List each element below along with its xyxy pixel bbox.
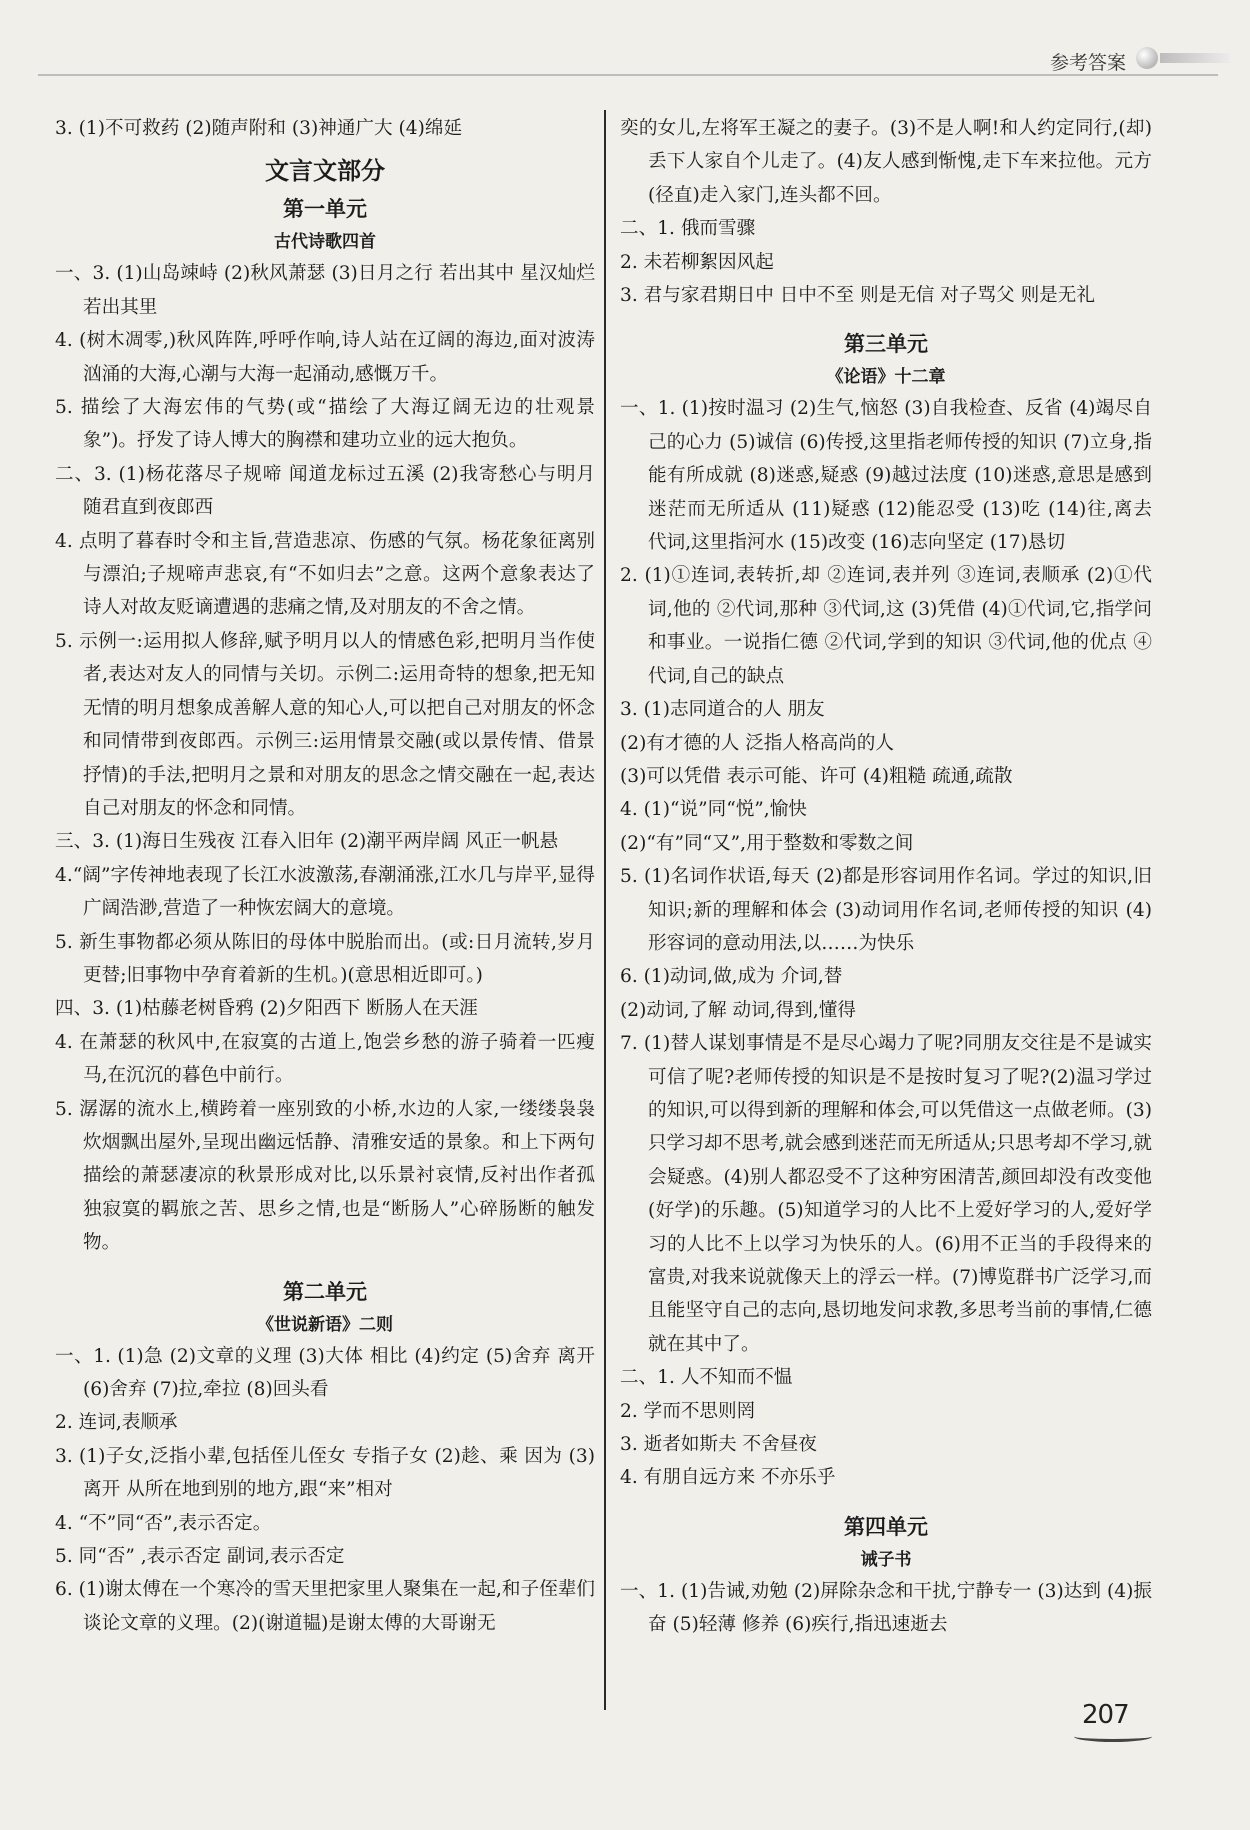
left-answer-paragraph: 一、1. (1)急 (2)文章的义理 (3)大体 相比 (4)约定 (5)舍弃 离开 (6)舍弃 (7)拉,牵拉 (8)回头看 <box>55 1345 595 1400</box>
left-unit-heading: 第二单元 <box>283 1278 367 1304</box>
right-answer-paragraph: 3. 逝者如斯夫 不舍昼夜 <box>620 1434 817 1456</box>
right-answer-paragraph: (2)有才德的人 泛指人格高尚的人 <box>620 732 894 754</box>
right-column <box>620 112 1152 1642</box>
left-answer-paragraph: 5. 示例一:运用拟人修辞,赋予明月以人的情感色彩,把明月当作使者,表达对友人的同情与关切。示例二:运用奇特的想象,把无知无情的明月想象成善解人意的知心人,可以把自己对朋友的怀念和同情带到夜郎西。示例三:运用情景交融(或以景传情、借景抒情)的手法,把明月之景和对朋友的思念之情交融在一起,表达自己对朋友的怀念和同情。 <box>55 630 595 819</box>
left-answer-paragraph: 一、3. (1)山岛竦峙 (2)秋风萧瑟 (3)日月之行 若出其中 星汉灿烂 若出其里 <box>55 263 595 318</box>
right-answer-paragraph: 一、1. (1)告诫,劝勉 (2)屏除杂念和干扰,宁静专一 (3)达到 (4)振奋 (5)轻薄 修养 (6)疾行,指迅速逝去 <box>620 1580 1152 1636</box>
right-lesson-heading: 《论语》十二章 <box>826 367 946 388</box>
header-label: 参考答案 <box>1050 52 1127 74</box>
header-circle-icon <box>1136 47 1158 69</box>
left-column <box>55 112 595 1640</box>
left-lesson-heading: 古代诗歌四首 <box>274 232 376 253</box>
page-number: 207 <box>1082 1700 1129 1730</box>
right-answer-paragraph: (2)动词,了解 动词,得到,懂得 <box>620 999 856 1021</box>
page-number-swoosh <box>1074 1731 1152 1742</box>
right-answer-paragraph: (2)“有”同“又”,用于整数和零数之间 <box>620 832 914 854</box>
right-lesson-heading: 诫子书 <box>860 1549 912 1570</box>
left-answer-paragraph: 三、3. (1)海日生残夜 江春入旧年 (2)潮平两岸阔 风正一帆悬 <box>55 831 559 853</box>
left-part-heading: 文言文部分 <box>265 157 385 186</box>
section-spacer <box>620 1495 1152 1509</box>
right-unit-heading: 第四单元 <box>844 1513 928 1539</box>
left-answer-paragraph: 2. 连词,表顺承 <box>55 1412 178 1434</box>
left-unit-heading: 第一单元 <box>283 196 367 222</box>
left-answer-paragraph: 4. (树木凋零,)秋风阵阵,呼呼作响,诗人站在辽阔的海边,面对波涛汹涌的大海,心潮与大海一起涌动,感慨万千。 <box>55 330 595 385</box>
right-answer-paragraph: 二、1. 俄而雪骤 <box>620 218 756 240</box>
header-decorative-bar <box>1160 53 1230 63</box>
right-answer-paragraph: 二、1. 人不知而不愠 <box>620 1367 793 1389</box>
right-answer-paragraph: 2. 未若柳絮因风起 <box>620 251 774 273</box>
right-answer-paragraph: 5. (1)名词作状语,每天 (2)都是形容词用作名词。学过的知识,旧知识;新的理解和体会 (3)动词用作名词,老师传授的知识 (4)形容词的意动用法,以……为快乐 <box>620 866 1152 954</box>
right-answer-paragraph: 6. (1)动词,做,成为 介词,替 <box>620 966 843 988</box>
left-answer-paragraph: 5. 新生事物都必须从陈旧的母体中脱胎而出。(或:日月流转,岁月更替;旧事物中孕育着新的生机。)(意思相近即可。) <box>55 931 595 986</box>
left-answer-paragraph: 四、3. (1)枯藤老树昏鸦 (2)夕阳西下 断肠人在天涯 <box>55 998 478 1020</box>
right-answer-paragraph: 3. (1)志同道合的人 朋友 <box>620 699 825 721</box>
left-answer-paragraph: 4. 在萧瑟的秋风中,在寂寞的古道上,饱尝乡愁的游子骑着一匹瘦马,在沉沉的暮色中前行。 <box>55 1031 595 1087</box>
page-header <box>0 0 1250 80</box>
right-answer-paragraph: 2. (1)①连词,表转折,却 ②连词,表并列 ③连词,表顺承 (2)①代词,他的 ②代词,那种 ③代词,这 (3)凭借 (4)①代词,它,指学问和事业。一说指仁德 ②代词,学到的知识 ③代词,他的优点 ④代词,自己的缺点 <box>620 565 1152 687</box>
header-rule <box>38 74 1218 76</box>
left-answer-paragraph: 3. (1)子女,泛指小辈,包括侄儿侄女 专指子女 (2)趁、乘 因为 (3)离开 从所在地到别的地方,跟“来”相对 <box>55 1445 595 1501</box>
right-answer-paragraph: 7. (1)替人谋划事情是不是尽心竭力了呢?同朋友交往是不是诚实可信了呢?老师传授的知识是不是按时复习了呢?(2)温习学过的知识,可以得到新的理解和体会,可以凭借这一点做老师。(3)只学习却不思考,就会感到迷茫而无所适从;只思考却不学习,就会疑惑。(4)别人都忍受不了这种穷困清苦,颜回却没有改变他(好学)的乐趣。(5)知道学习的人比不上爱好学习的人,爱好学习的人比不上以学习为快乐的人。(6)用不正当的手段得来的富贵,对我来说就像天上的浮云一样。(7)博览群书广泛学习,而且能坚守自己的志向,恳切地发问求教,多思考当前的事情,仁德就在其中了。 <box>620 1033 1152 1355</box>
section-spacer <box>55 1260 595 1274</box>
section-spacer <box>620 312 1152 326</box>
left-answer-paragraph: 5. 同“否” ,表示否定 副词,表示否定 <box>55 1546 345 1568</box>
right-answer-paragraph: 3. 君与家君期日中 日中不至 则是无信 对子骂父 则是无礼 <box>620 285 1095 307</box>
right-unit-heading: 第三单元 <box>844 331 928 357</box>
left-answer-paragraph: 6. (1)谢太傅在一个寒冷的雪天里把家里人聚集在一起,和子侄辈们谈论文章的义理。(2)(谢道韫)是谢太傅的大哥谢无 <box>55 1579 595 1634</box>
right-answer-paragraph: 一、1. (1)按时温习 (2)生气,恼怒 (3)自我检查、反省 (4)竭尽自己的心力 (5)诚信 (6)传授,这里指老师传授的知识 (7)立身,指能有所成就 (8)迷惑,疑惑 (9)越过法度 (10)迷惑,意思是感到迷茫而无所适从 (11)疑惑 (12)能忍受 (13)吃 (14)往,离去 代词,这里指河水 (15)改变 (16)志向坚定 (17)恳切 <box>620 398 1152 554</box>
left-answer-paragraph: 4.“阔”字传神地表现了长江水波激荡,春潮涌涨,江水几与岸平,显得广阔浩渺,营造了一种恢宏阔大的意境。 <box>55 864 595 920</box>
left-answer-paragraph: 4. “不”同“否”,表示否定。 <box>55 1512 272 1534</box>
left-answer-paragraph: 4. 点明了暮春时令和主旨,营造悲凉、伤感的气氛。杨花象征离别与漂泊;子规啼声悲哀,有“不如归去”之意。这两个意象表达了诗人对故友贬谪遭遇的悲痛之情,及对朋友的不舍之情。 <box>55 530 595 619</box>
right-answer-paragraph: 2. 学而不思则罔 <box>620 1400 756 1422</box>
left-lesson-heading: 《世说新语》二则 <box>257 1314 393 1335</box>
left-answer-paragraph: 5. 潺潺的流水上,横跨着一座别致的小桥,水边的人家,一缕缕袅袅炊烟飘出屋外,呈现出幽远恬静、清雅安适的景象。和上下两句描绘的萧瑟凄凉的秋景形成对比,以乐景衬哀情,反衬出作者孤独寂寞的羁旅之苦、思乡之情,也是“断肠人”心碎肠断的触发物。 <box>55 1098 595 1254</box>
left-answer-paragraph: 3. (1)不可救药 (2)随声附和 (3)神通广大 (4)绵延 <box>55 118 463 139</box>
right-answer-paragraph: (3)可以凭借 表示可能、许可 (4)粗糙 疏通,疏散 <box>620 765 1013 787</box>
column-divider <box>604 110 606 1710</box>
left-answer-paragraph: 二、3. (1)杨花落尽子规啼 闻道龙标过五溪 (2)我寄愁心与明月 随君直到夜郎西 <box>55 463 595 519</box>
left-answer-paragraph: 5. 描绘了大海宏伟的气势(或“描绘了大海辽阔无边的壮观景象”)。抒发了诗人博大的胸襟和建功立业的远大抱负。 <box>55 397 595 452</box>
right-answer-paragraph: 奕的女儿,左将军王凝之的妻子。(3)不是人啊!和人约定同行,(却)丢下人家自个儿走了。(4)友人感到惭愧,走下车来拉他。元方(径直)走入家门,连头都不回。 <box>620 118 1152 206</box>
right-answer-paragraph: 4. 有朋自远方来 不亦乐乎 <box>620 1467 836 1489</box>
right-answer-paragraph: 4. (1)“说”同“悦”,愉快 <box>620 799 807 821</box>
